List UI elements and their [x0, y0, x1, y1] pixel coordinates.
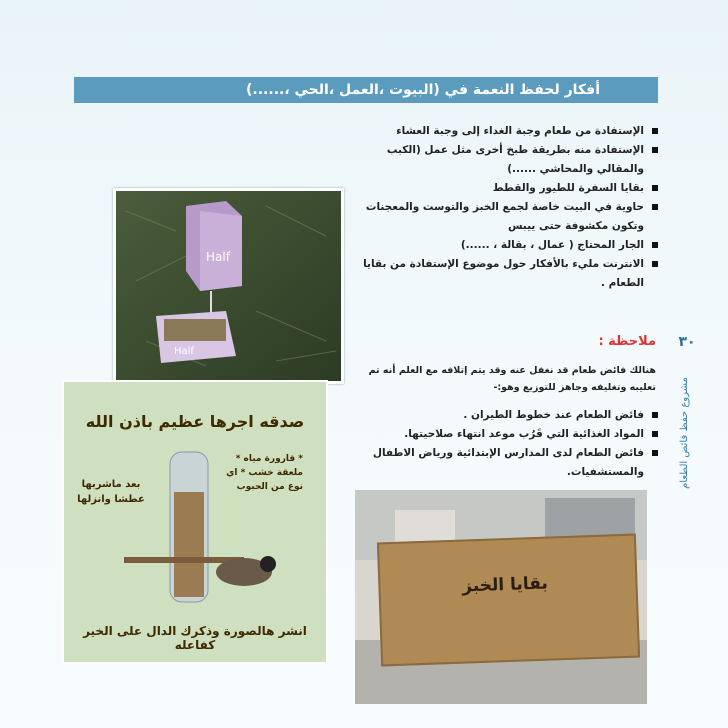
idea-item: بقايا السفرة للطيور والقطط — [342, 179, 658, 198]
notes-paragraph: هنالك فائض طعام قد نغفل عنه وقد يتم إتلافه مع العلم أنه تم تعليبه وتغليفه وجاهز للتوزيع وهو:- — [368, 365, 656, 393]
svg-text:Half: Half — [174, 346, 194, 357]
idea-item: الإستفادة من طعام وجبة الغداء إلى وجبة العشاء — [342, 122, 658, 141]
poster-footer: انشر هالصورة وذكرك الدال على الخير كفاعله — [83, 624, 307, 652]
project-label: مشروع حفظ فائض الطعام — [679, 377, 690, 489]
page-title — [74, 77, 658, 103]
note-item: فائض الطعام عند خطوط الطيران . — [342, 406, 658, 425]
poster-materials: * قارورة مياه * ملعقة خشب * اي نوع من الحبوب — [226, 454, 303, 492]
idea-item: حاوية في البيت خاصة لجمع الخبز والتوست والمعجنات وتكون مكشوفة حتى ييبس — [342, 198, 658, 236]
page-title-text: أفكار لحفظ النعمة في (البيوت ،العمل ،الحي ،......) — [246, 82, 600, 98]
page-number: ٣٠ — [678, 334, 696, 350]
poster-left-text: بعد ماشربها عطشا وانزلها — [77, 479, 145, 505]
idea-item: الجار المحتاج ( عمال ، بقالة ، ......) — [342, 236, 658, 255]
note-item: فائض الطعام لدى المدارس الإبتدائية ورياض الاطفال والمستشفيات. — [342, 444, 658, 482]
note-item: المواد الغذائية التي قَرُب موعد انتهاء صلاحيتها. — [342, 425, 658, 444]
svg-text:Half: Half — [206, 250, 230, 264]
poster-banner: صدقه اجرها عظيم باذن الله — [85, 411, 305, 431]
bottle-feeder-poster — [62, 380, 328, 664]
ideas-list — [342, 122, 658, 293]
bread-box-label: بقايا الخبز — [461, 573, 549, 597]
idea-item: الانترنت مليء بالأفكار حول موضوع الإستفادة من بقايا الطعام . — [342, 255, 658, 293]
carton-feeder-illustration — [116, 191, 341, 381]
carton-feeder-photo — [113, 188, 344, 384]
bread-box-photo — [355, 490, 647, 704]
idea-item: الإستفادة منه بطريقة طبخ أخرى مثل عمل (الكبب والمقالي والمحاشي ......) — [342, 141, 658, 179]
notes-list — [342, 406, 658, 482]
notes-heading: ملاحظة : — [598, 334, 656, 349]
